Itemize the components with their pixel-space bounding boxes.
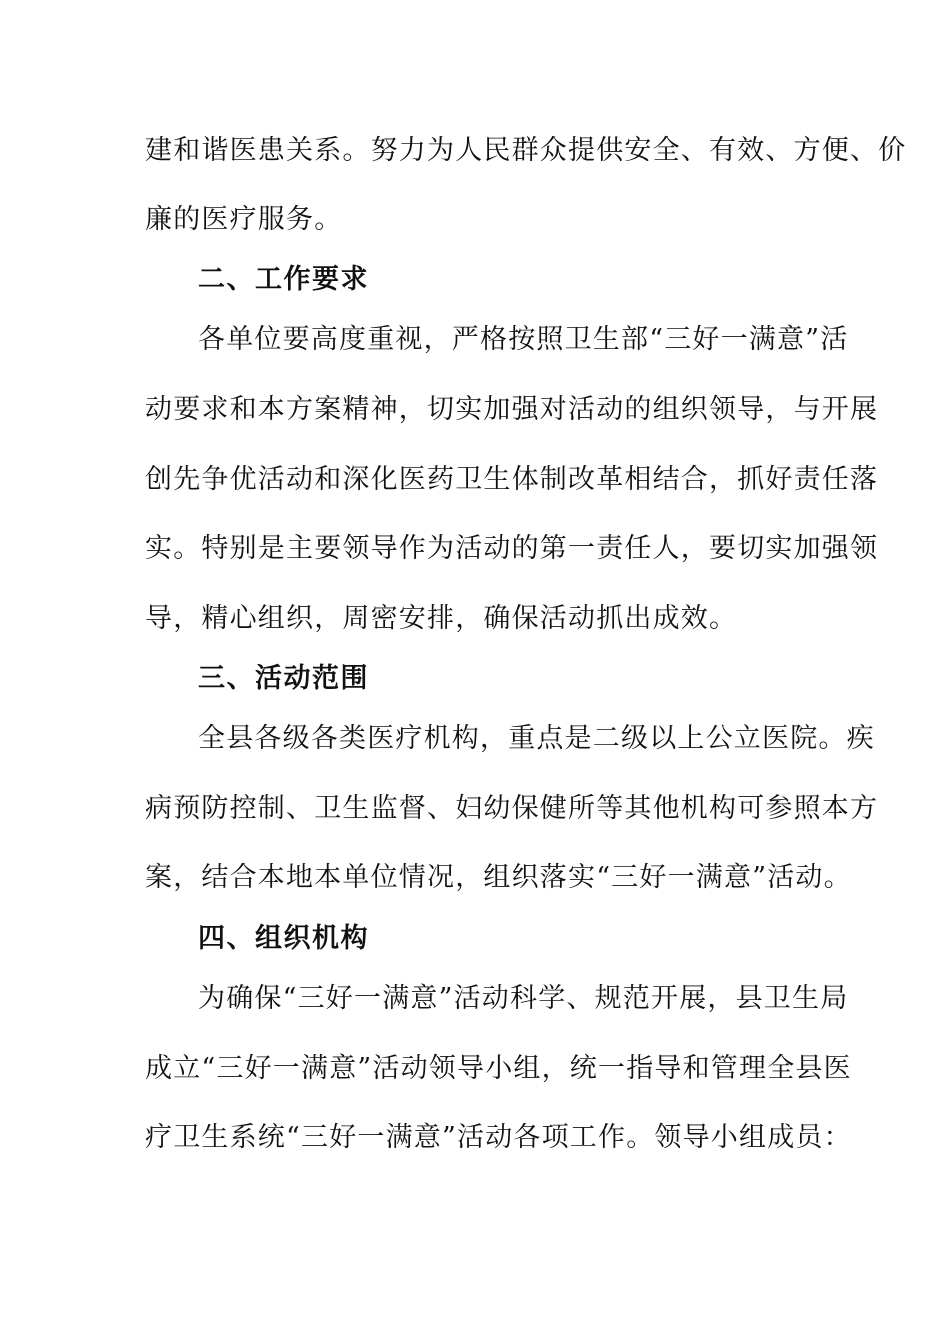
paragraph-line: 各单位要高度重视，严格按照卫生部“三好一满意”活 xyxy=(198,324,849,355)
section-heading-organization: 四、组织机构 xyxy=(198,923,369,954)
section-heading-work-requirements: 二、工作要求 xyxy=(198,264,369,295)
paragraph-line: 建和谐医患关系。努力为人民群众提供安全、有效、方便、价 xyxy=(145,135,907,166)
paragraph-line: 全县各级各类医疗机构，重点是二级以上公立医院。疾 xyxy=(198,723,875,754)
paragraph-line: 成立“三好一满意”活动领导小组，统一指导和管理全县医 xyxy=(145,1053,852,1084)
paragraph-line: 实。特别是主要领导作为活动的第一责任人，要切实加强领 xyxy=(145,533,879,564)
paragraph-line: 案，结合本地本单位情况，组织落实“三好一满意”活动。 xyxy=(145,862,852,893)
paragraph-line: 为确保“三好一满意”活动科学、规范开展，县卫生局 xyxy=(198,983,849,1014)
paragraph-line: 疗卫生系统“三好一满意”活动各项工作。领导小组成员： xyxy=(145,1122,852,1153)
paragraph-line: 创先争优活动和深化医药卫生体制改革相结合，抓好责任落 xyxy=(145,464,879,495)
paragraph-line: 廉的医疗服务。 xyxy=(145,204,343,235)
paragraph-line: 导，精心组织，周密安排，确保活动抓出成效。 xyxy=(145,603,738,634)
paragraph-line: 病预防控制、卫生监督、妇幼保健所等其他机构可参照本方 xyxy=(145,793,879,824)
section-heading-activity-scope: 三、活动范围 xyxy=(198,663,369,694)
paragraph-line: 动要求和本方案精神，切实加强对活动的组织领导，与开展 xyxy=(145,394,879,425)
